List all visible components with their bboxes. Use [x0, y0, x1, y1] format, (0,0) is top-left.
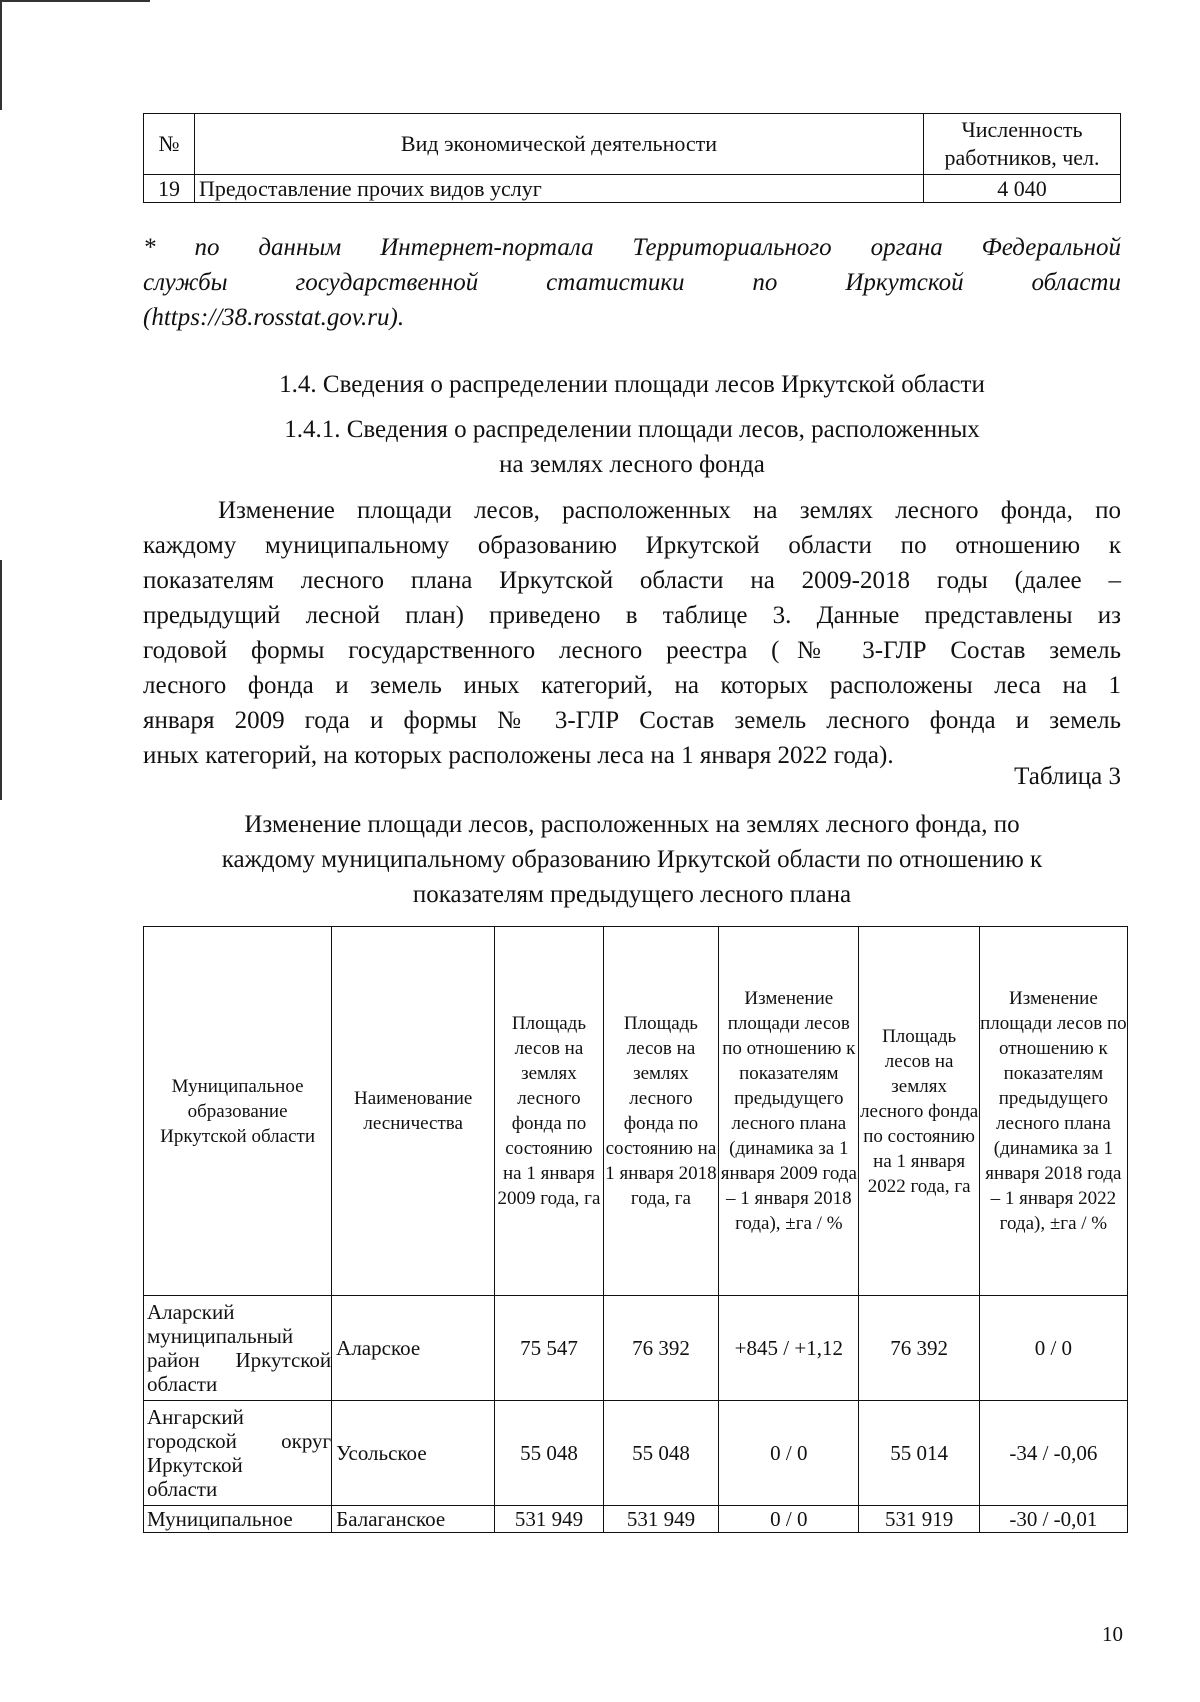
cell-change-2018-2022: 0 / 0: [979, 1296, 1127, 1401]
table-caption: [143, 807, 1121, 912]
table-row: [144, 1401, 1128, 1506]
paragraph-line: Изменение площади лесов, расположенных на землях лесного фонда, по: [218, 497, 1121, 524]
footnote-line: * по данным Интернет-портала Территориального органа Федеральной: [143, 234, 1121, 261]
cell-area-2018: 76 392: [603, 1296, 718, 1401]
col-header-change-2018-2022: Изменение площади лесов по отношению к показателям предыдущего лесного плана (динамика за 1 января 2018 года – 1 января 2022 года), ±га / %: [979, 927, 1127, 1296]
cell-municipality: [144, 1401, 332, 1506]
muni-line: области: [147, 1372, 218, 1396]
table-label: Таблица 3: [1014, 763, 1121, 790]
top-table: [143, 113, 1121, 203]
col-header-area-2018: Площадь лесов на землях лесного фонда по состоянию на 1 января 2018 года, га: [603, 927, 718, 1296]
cell-forestry: Балаганское: [332, 1506, 495, 1533]
header-count: Численность работников, чел.: [924, 114, 1121, 175]
row-num: 19: [144, 175, 195, 203]
paragraph-line: годовой формы государственного лесного реестра (№ 3-ГЛР Состав земель: [143, 637, 1121, 664]
caption-line: Изменение площади лесов, расположенных на землях лесного фонда, по: [244, 811, 1020, 838]
cell-area-2018: 531 949: [603, 1506, 718, 1533]
muni-line: Ангарский: [147, 1405, 244, 1429]
forest-area-table: [143, 926, 1128, 1533]
cell-area-2009: 55 048: [495, 1401, 604, 1506]
cell-area-2009: 531 949: [495, 1506, 604, 1533]
scan-edge-mark: [0, 560, 2, 800]
caption-line: показателям предыдущего лесного плана: [412, 881, 852, 908]
paragraph-line: иных категорий, на которых расположены леса на 1 января 2022 года).: [143, 742, 894, 769]
paragraph-line: каждому муниципальному образованию Иркутской области по отношению к: [143, 532, 1121, 559]
paragraph-line: января 2009 года и формы № 3-ГЛР Состав земель лесного фонда и земель: [143, 707, 1121, 734]
col-header-change-2009-2018: Изменение площади лесов по отношению к показателям предыдущего лесного плана (динамика за 1 января 2009 года – 1 января 2018 года), ±га / %: [719, 927, 859, 1296]
section-heading-1-4: 1.4. Сведения о распределении площади лесов Иркутской области: [279, 371, 985, 398]
row-count: 4 040: [924, 175, 1121, 203]
scan-edge-mark: [0, 0, 150, 2]
row-activity: Предоставление прочих видов услуг: [195, 175, 924, 203]
header-activity: Вид экономической деятельности: [195, 114, 924, 175]
body-paragraph: [143, 493, 1121, 773]
footnote-line: (https://38.rosstat.gov.ru).: [143, 304, 405, 331]
col-header-area-2009: Площадь лесов на землях лесного фонда по состоянию на 1 января 2009 года, га: [495, 927, 604, 1296]
page-number: 10: [1102, 1622, 1123, 1646]
caption-line: каждому муниципальному образованию Иркутской области по отношению к: [221, 846, 1043, 873]
scan-edge-mark: [0, 0, 2, 110]
cell-change-2009-2018: +845 / +1,12: [719, 1296, 859, 1401]
muni-line: муниципальный: [147, 1324, 294, 1348]
muni-line: Муниципальное: [147, 1507, 293, 1531]
section-heading-line: 1.4.1. Сведения о распределении площади лесов, расположенных: [284, 416, 980, 443]
paragraph-line: предыдущий лесной план) приведено в таблице 3. Данные представлены из: [143, 602, 1121, 629]
header-num: №: [144, 114, 195, 175]
cell-municipality: [144, 1296, 332, 1401]
cell-area-2009: 75 547: [495, 1296, 604, 1401]
muni-line: Иркутской: [147, 1453, 243, 1477]
footnote-line: службы государственной статистики по Иркутской области: [143, 269, 1121, 296]
cell-area-2022: 531 919: [859, 1506, 979, 1533]
muni-line: городской округ: [147, 1429, 332, 1453]
col-header-forestry: Наименование лесничества: [332, 927, 495, 1296]
cell-change-2009-2018: 0 / 0: [719, 1401, 859, 1506]
table-header-row: [144, 927, 1128, 1296]
cell-change-2018-2022: -30 / -0,01: [979, 1506, 1127, 1533]
cell-change-2009-2018: 0 / 0: [719, 1506, 859, 1533]
paragraph-line: показателям лесного плана Иркутской области на 2009-2018 годы (далее –: [143, 567, 1121, 594]
table-row: [144, 1506, 1128, 1533]
cell-change-2018-2022: -34 / -0,06: [979, 1401, 1127, 1506]
section-heading-1-4-1: [143, 412, 1121, 482]
section-heading-line: на землях лесного фонда: [499, 451, 765, 478]
paragraph-line: лесного фонда и земель иных категорий, на которых расположены леса на 1: [143, 672, 1121, 699]
table-row: [144, 175, 1121, 203]
muni-line: области: [147, 1477, 218, 1501]
cell-area-2022: 76 392: [859, 1296, 979, 1401]
table-row: [144, 1296, 1128, 1401]
col-header-area-2022: Площадь лесов на землях лесного фонда по состоянию на 1 января 2022 года, га: [859, 927, 979, 1296]
col-header-municipality: Муниципальное образование Иркутской области: [144, 927, 332, 1296]
footnote: [143, 230, 1121, 335]
muni-line: Аларский: [147, 1300, 235, 1324]
cell-municipality: [144, 1506, 332, 1533]
cell-area-2018: 55 048: [603, 1401, 718, 1506]
cell-forestry: Усольское: [332, 1401, 495, 1506]
top-table-header: [144, 114, 1121, 175]
muni-line: район Иркутской: [147, 1348, 332, 1372]
cell-area-2022: 55 014: [859, 1401, 979, 1506]
cell-forestry: Аларское: [332, 1296, 495, 1401]
